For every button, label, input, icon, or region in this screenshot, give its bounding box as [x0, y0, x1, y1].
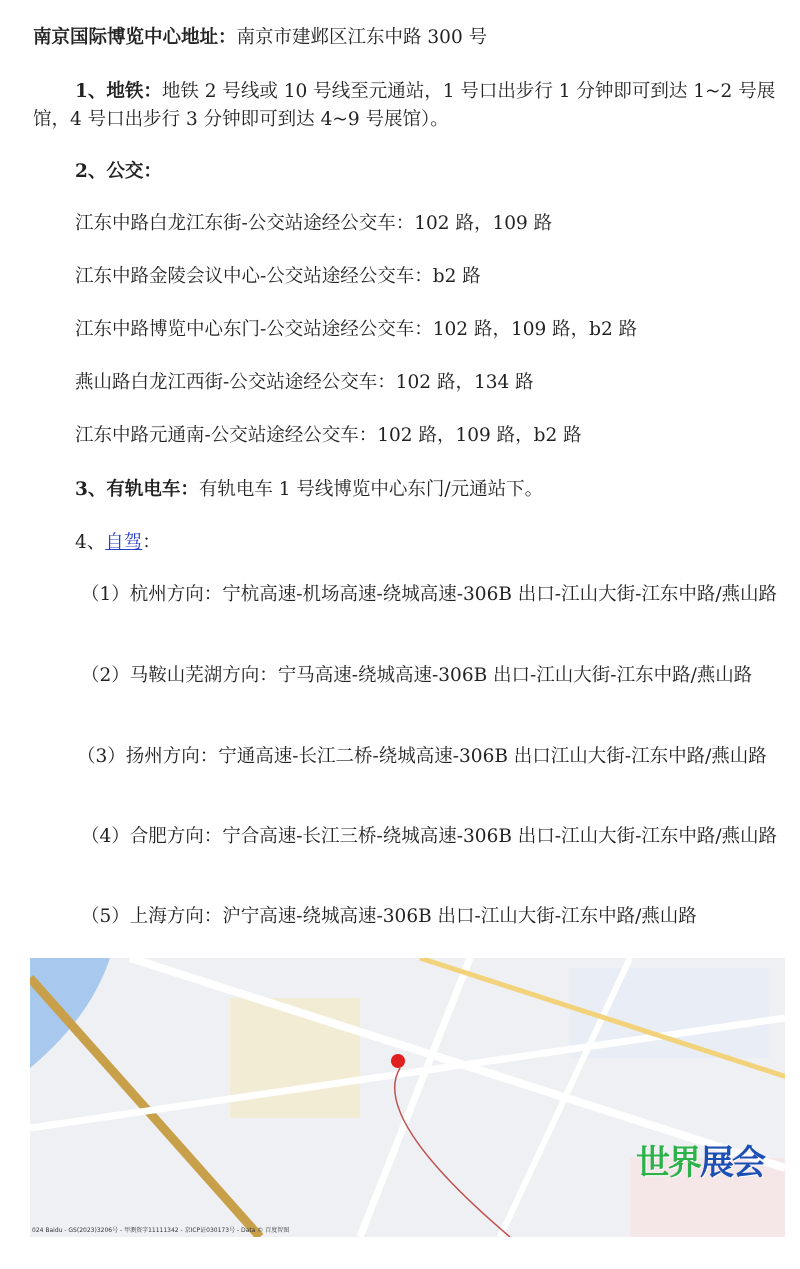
road [500, 958, 630, 1237]
drive-route: （3）扬州方向：宁通高速-长江二桥-绕城高速-306B 出口江山大街-江东中路/燕山路 [77, 746, 767, 767]
metro-paragraph [33, 78, 778, 134]
address-value: 南京市建邺区江东中路 300 号 [236, 27, 488, 48]
drive-route: （1）杭州方向：宁杭高速-机场高速-绕城高速-306B 出口-江山大街-江东中路/燕山路 [81, 584, 778, 605]
address-line [33, 24, 778, 52]
drive-route: （2）马鞍山芜湖方向：宁马高速-绕城高速-306B 出口-江山大街-江东中路/燕山路 [81, 665, 753, 686]
bus-line: 江东中路金陵会议中心-公交站途经公交车：b2 路 [75, 266, 481, 287]
location-map[interactable] [30, 958, 785, 1237]
map-graphic [30, 958, 785, 1237]
drive-prefix: 4、 [75, 532, 106, 553]
metro-text: 地铁 2 号线或 10 号线至元通站，1 号口出步行 1 分钟即可到达 1~2 号展馆，4 号口出步行 3 分钟即可到达 4~9 号展馆）。 [33, 81, 776, 130]
tram-label: 3、有轨电车： [75, 479, 199, 500]
bus-label: 2、公交： [75, 161, 162, 182]
tram-text: 有轨电车 1 号线博览中心东门/元通站下。 [198, 479, 544, 500]
location-pin-icon[interactable] [391, 1054, 405, 1068]
bus-line: 燕山路白龙江西街-公交站途经公交车：102 路，134 路 [75, 372, 534, 393]
tram-paragraph [33, 476, 778, 504]
expo-area [230, 998, 360, 1118]
bus-line: 江东中路元通南-公交站途经公交车：102 路，109 路，b2 路 [75, 425, 582, 446]
watermark-logo: 世界展会 [636, 1143, 764, 1183]
metro-line [395, 1068, 510, 1237]
map-copyright: 024 Baidu - GS(2023)3206号 - 甲测资字11111342 - 京ICP证030173号 - Data © 百度智图 [32, 1227, 290, 1234]
drive-suffix: ： [142, 532, 161, 553]
road [360, 958, 470, 1237]
drive-route: （4）合肥方向：宁合高速-长江三桥-绕城高速-306B 出口-江山大街-江东中路/燕山路 [81, 826, 778, 847]
bus-line: 江东中路博览中心东门-公交站途经公交车：102 路，109 路，b2 路 [75, 319, 638, 340]
drive-link[interactable]: 自驾 [105, 532, 143, 553]
address-label: 南京国际博览中心地址： [33, 27, 237, 48]
drive-heading [33, 529, 778, 557]
bus-line: 江东中路白龙江东街-公交站途经公交车：102 路，109 路 [75, 213, 553, 234]
drive-route: （5）上海方向：沪宁高速-绕城高速-306B 出口-江山大街-江东中路/燕山路 [81, 906, 697, 927]
expressway [30, 978, 260, 1237]
metro-label: 1、地铁： [75, 81, 162, 102]
